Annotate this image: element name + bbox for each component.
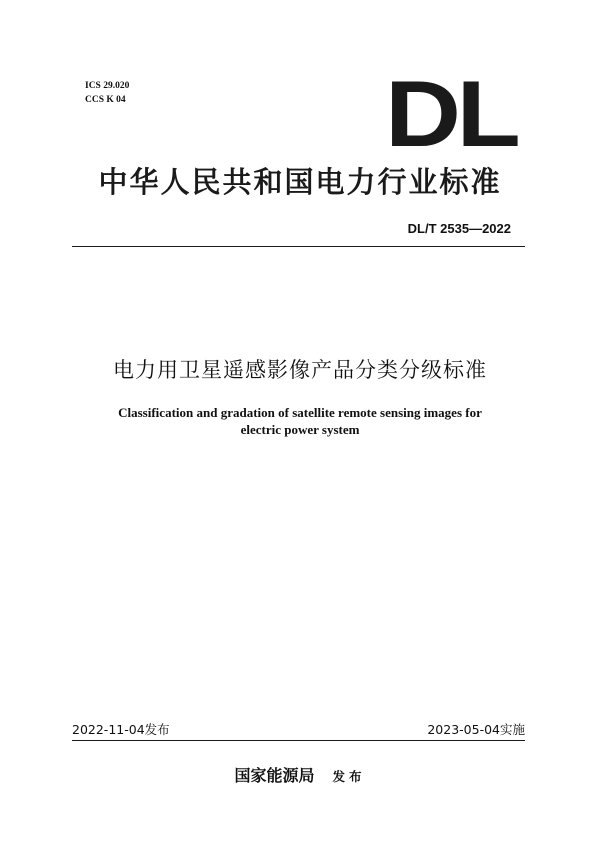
issuer-name: 国家能源局 — [234, 766, 315, 785]
ics-code: ICS 29.020 — [85, 81, 130, 91]
document-title-zh: 电力用卫星遥感影像产品分类分级标准 — [113, 358, 487, 382]
bottom-divider — [72, 740, 525, 741]
title-en-line1: Classification and gradation of satellite remote sensing images for — [118, 405, 482, 420]
implementation-date: 2023-05-04实施 — [427, 722, 525, 737]
industry-title: 中华人民共和国电力行业标准 — [98, 165, 502, 199]
ccs-code: CCS K 04 — [85, 95, 126, 105]
top-divider — [72, 246, 525, 247]
standard-number: DL/T 2535—2022 — [407, 221, 511, 236]
dl-logo: DL — [385, 61, 517, 166]
document-title-en — [0, 404, 600, 438]
issue-date: 2022-11-04发布 — [72, 722, 170, 737]
issuer-action: 发布 — [332, 769, 366, 784]
issuer — [0, 763, 600, 786]
classification-codes — [85, 79, 129, 107]
title-en-line2: electric power system — [240, 422, 360, 437]
